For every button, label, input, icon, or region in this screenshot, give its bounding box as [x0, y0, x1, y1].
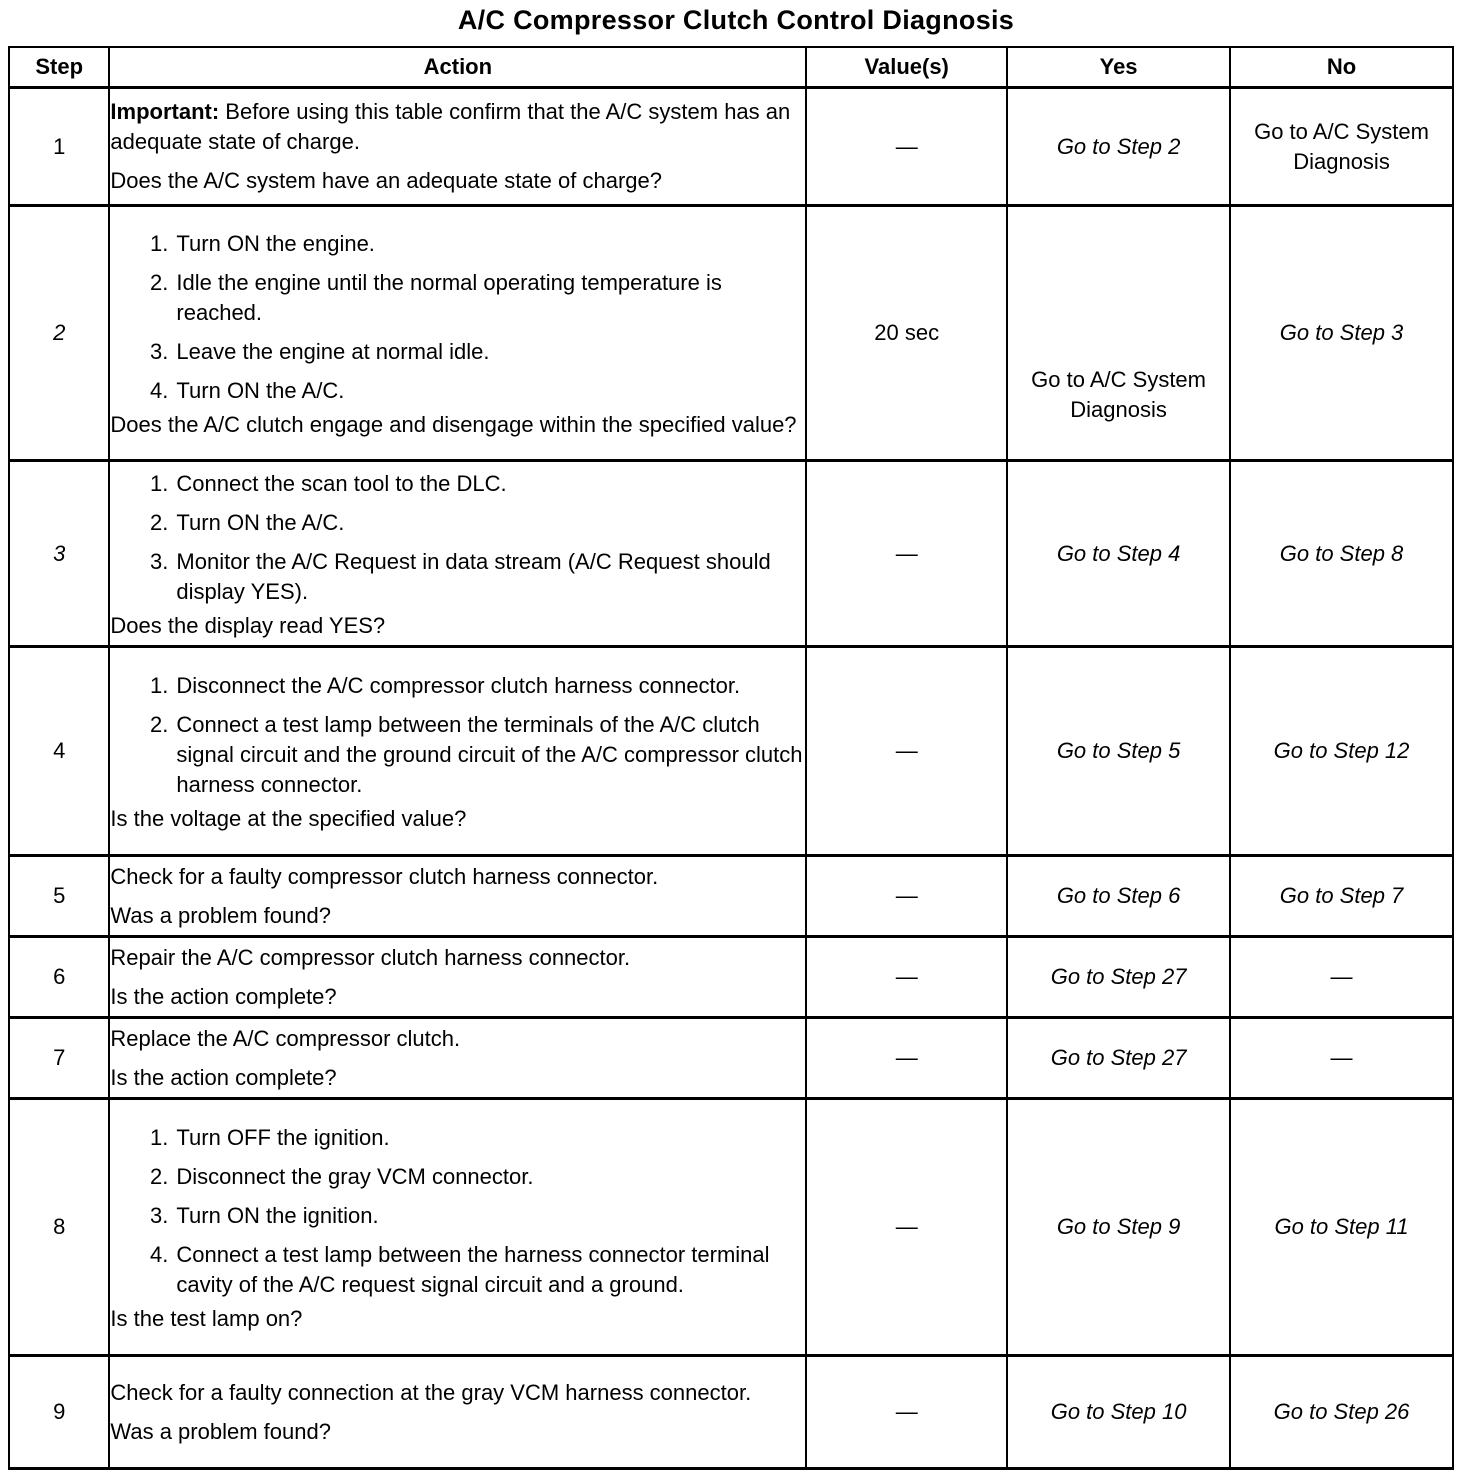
substep-list [110, 469, 805, 607]
no-cell: — [1230, 1018, 1453, 1099]
action-question: Is the action complete? [110, 983, 337, 1009]
substep-number: 3. [150, 548, 169, 574]
header-values: Value(s) [806, 47, 1007, 88]
list-item [110, 268, 805, 328]
substep-list [110, 229, 805, 406]
action-question: Was a problem found? [110, 1418, 331, 1444]
table-row-step-4 [9, 647, 1453, 856]
step-number: 8 [9, 1099, 109, 1356]
value-cell: — [806, 461, 1007, 647]
substep-list [110, 671, 805, 800]
action-cell [109, 937, 806, 1018]
substep-number: 3. [150, 338, 169, 364]
substep-number: 3. [150, 1202, 169, 1228]
substep-text: Turn ON the ignition. [176, 1202, 379, 1228]
list-item [110, 1123, 805, 1153]
action-intro: Check for a faulty connection at the gray VCM harness connector. [110, 1379, 752, 1405]
action-cell [109, 461, 806, 647]
action-question: Does the A/C system have an adequate state of charge? [110, 168, 662, 193]
action-question: Was a problem found? [110, 902, 331, 928]
table-row-step-8 [9, 1099, 1453, 1356]
no-cell: — [1230, 937, 1453, 1018]
substep-number: 1. [150, 1124, 169, 1150]
substep-text: Turn ON the A/C. [176, 377, 345, 403]
action-cell [109, 1018, 806, 1099]
step-number: 7 [9, 1018, 109, 1099]
page-title: A/C Compressor Clutch Control Diagnosis [457, 5, 1015, 35]
important-label: Important: [110, 99, 220, 124]
list-item [110, 337, 805, 367]
table-header-row [9, 47, 1453, 88]
list-item [110, 1201, 805, 1231]
no-cell: Go to Step 26 [1230, 1356, 1453, 1469]
substep-text: Idle the engine until the normal operating temperature is reached. [176, 269, 722, 325]
substep-text: Turn ON the engine. [176, 230, 375, 256]
substep-number: 2. [150, 509, 169, 535]
substep-text: Disconnect the gray VCM connector. [176, 1163, 534, 1189]
action-cell [109, 206, 806, 461]
yes-cell: Go to Step 4 [1007, 461, 1230, 647]
action-cell [109, 1356, 806, 1469]
action-cell [109, 1099, 806, 1356]
no-cell: Go to Step 8 [1230, 461, 1453, 647]
substep-text: Turn ON the A/C. [176, 509, 345, 535]
action-cell [109, 647, 806, 856]
action-question: Does the A/C clutch engage and disengage within the specified value? [110, 411, 797, 437]
list-item [110, 1240, 805, 1300]
action-cell [109, 88, 806, 206]
substep-number: 1. [150, 470, 169, 496]
action-question: Is the test lamp on? [110, 1305, 303, 1331]
substep-text: Leave the engine at normal idle. [176, 338, 490, 364]
table-row-step-3 [9, 461, 1453, 647]
list-item [110, 376, 805, 406]
step-number: 4 [9, 647, 109, 856]
header-yes: Yes [1007, 47, 1230, 88]
substep-number: 4. [150, 377, 169, 403]
substep-text: Connect a test lamp between the terminals of the A/C clutch signal circuit and the ground circuit of the A/C compressor clutch harness connector. [176, 711, 803, 797]
action-intro: Check for a faulty compressor clutch harness connector. [110, 863, 659, 889]
table-row-step-5 [9, 856, 1453, 937]
list-item [110, 710, 805, 800]
substep-text: Disconnect the A/C compressor clutch harness connector. [176, 672, 741, 698]
table-row-step-9 [9, 1356, 1453, 1469]
yes-cell: Go to Step 27 [1007, 937, 1230, 1018]
value-cell: — [806, 88, 1007, 206]
table-row-step-1 [9, 88, 1453, 206]
no-cell: Go to Step 7 [1230, 856, 1453, 937]
substep-number: 2. [150, 269, 169, 295]
value-cell: — [806, 647, 1007, 856]
table-row-step-2 [9, 206, 1453, 461]
yes-cell: Go to Step 9 [1007, 1099, 1230, 1356]
yes-cell: Go to A/C System Diagnosis [1007, 206, 1230, 461]
value-cell: — [806, 1018, 1007, 1099]
list-item [110, 671, 805, 701]
action-intro: Repair the A/C compressor clutch harness connector. [110, 944, 631, 970]
yes-cell: Go to Step 2 [1007, 88, 1230, 206]
step-number: 2 [9, 206, 109, 461]
substep-number: 2. [150, 1163, 169, 1189]
list-item [110, 547, 805, 607]
table-row-step-6 [9, 937, 1453, 1018]
substep-text: Turn OFF the ignition. [176, 1124, 390, 1150]
substep-text: Connect a test lamp between the harness connector terminal cavity of the A/C request signal circuit and a ground. [176, 1241, 770, 1297]
table-row-step-7 [9, 1018, 1453, 1099]
header-no: No [1230, 47, 1453, 88]
yes-cell: Go to Step 10 [1007, 1356, 1230, 1469]
header-step: Step [9, 47, 109, 88]
substep-list [110, 1123, 805, 1300]
no-cell: Go to Step 3 [1230, 206, 1453, 461]
substep-text: Connect the scan tool to the DLC. [176, 470, 507, 496]
yes-cell: Go to Step 6 [1007, 856, 1230, 937]
list-item [110, 229, 805, 259]
action-question: Is the voltage at the specified value? [110, 805, 467, 831]
yes-cell: Go to Step 27 [1007, 1018, 1230, 1099]
substep-number: 4. [150, 1241, 169, 1267]
important-note [110, 97, 805, 157]
value-cell: 20 sec [806, 206, 1007, 461]
list-item [110, 469, 805, 499]
action-question: Does the display read YES? [110, 612, 386, 638]
value-cell: — [806, 1099, 1007, 1356]
value-cell: — [806, 937, 1007, 1018]
step-number: 5 [9, 856, 109, 937]
step-number: 3 [9, 461, 109, 647]
header-action: Action [109, 47, 806, 88]
substep-text: Monitor the A/C Request in data stream (A/C Request should display YES). [176, 548, 771, 604]
action-intro: Before using this table confirm that the A/C system has an adequate state of charge. [110, 99, 791, 154]
substep-number: 1. [150, 230, 169, 256]
value-cell: — [806, 856, 1007, 937]
step-number: 1 [9, 88, 109, 206]
no-cell: Go to Step 11 [1230, 1099, 1453, 1356]
no-cell: Go to Step 12 [1230, 647, 1453, 856]
action-cell [109, 856, 806, 937]
substep-number: 1. [150, 672, 169, 698]
value-cell: — [806, 1356, 1007, 1469]
list-item [110, 508, 805, 538]
step-number: 9 [9, 1356, 109, 1469]
yes-cell: Go to Step 5 [1007, 647, 1230, 856]
action-intro: Replace the A/C compressor clutch. [110, 1025, 461, 1051]
no-cell: Go to A/C System Diagnosis [1230, 88, 1453, 206]
action-question: Is the action complete? [110, 1064, 337, 1090]
substep-number: 2. [150, 711, 169, 737]
list-item [110, 1162, 805, 1192]
diagnosis-table [8, 46, 1454, 1470]
step-number: 6 [9, 937, 109, 1018]
